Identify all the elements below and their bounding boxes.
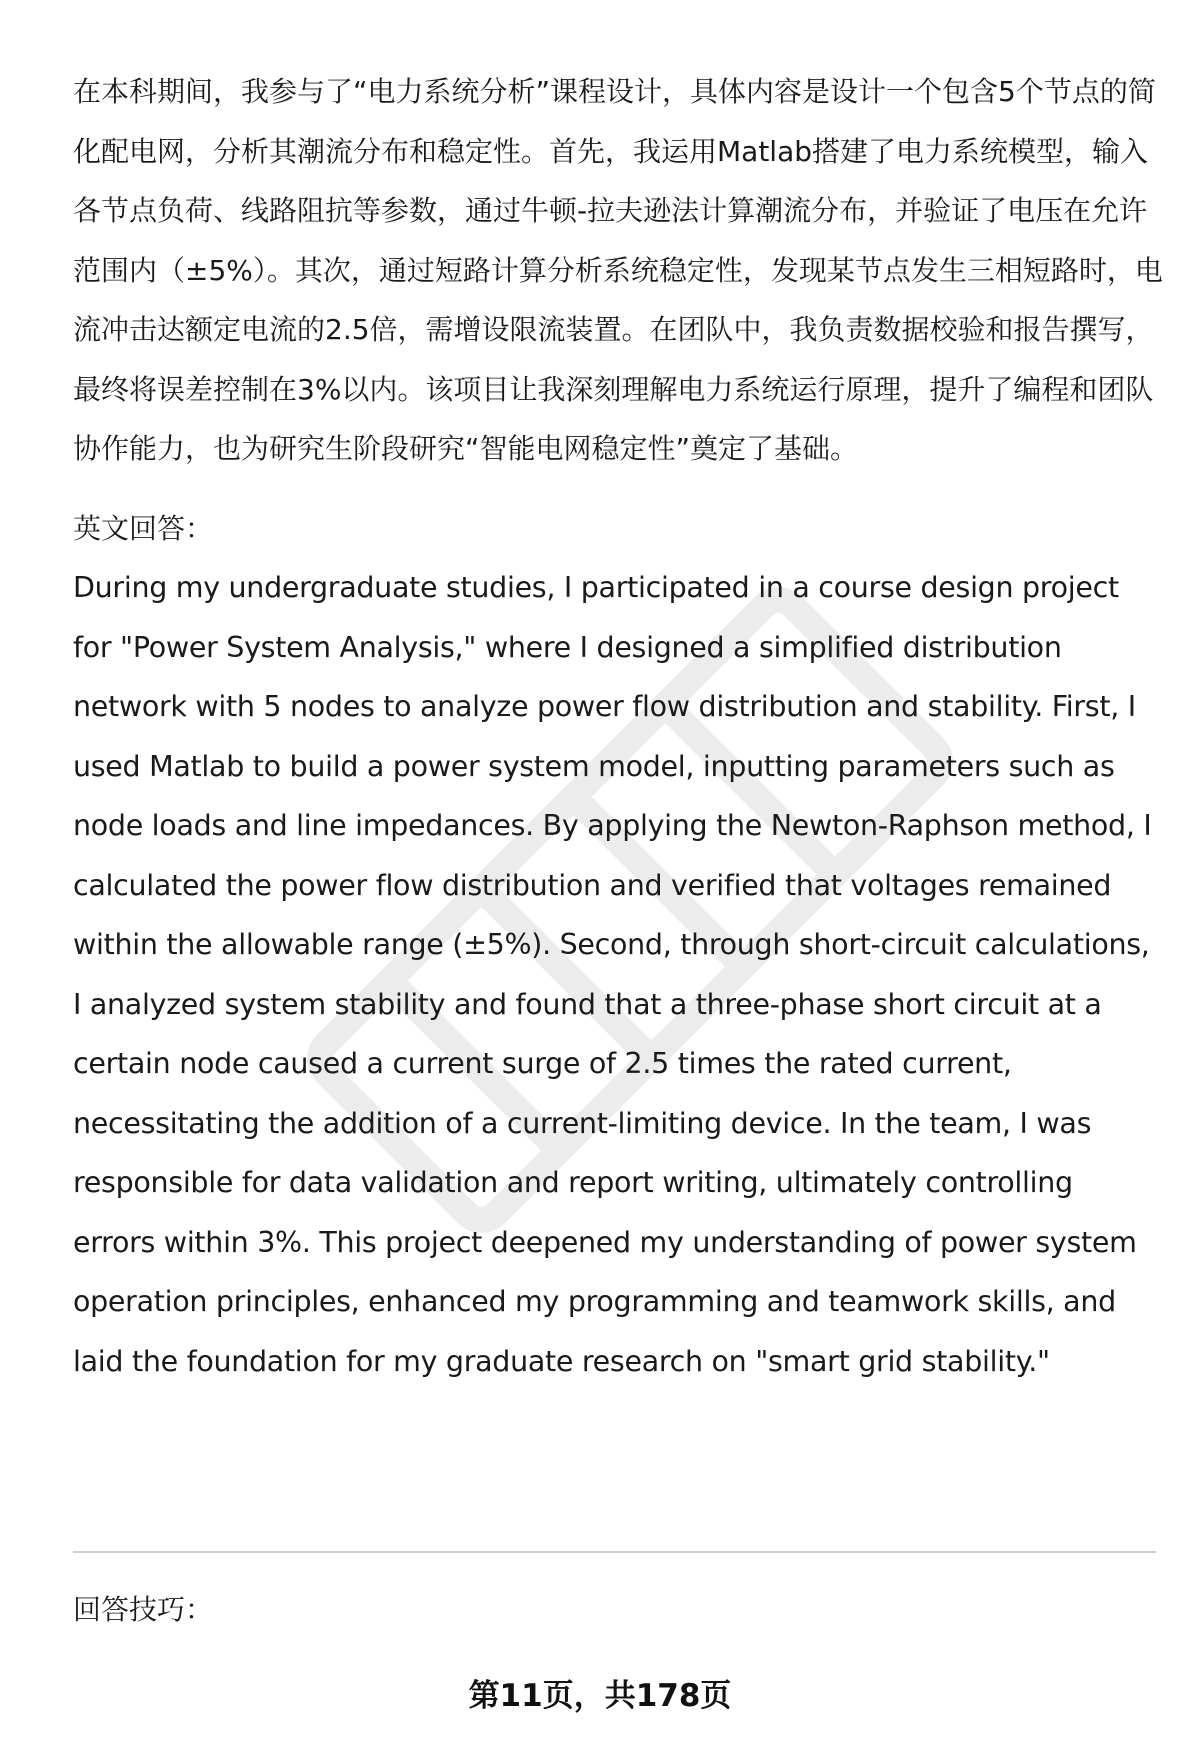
answer-tips-label: 回答技巧： bbox=[73, 1593, 214, 1626]
document-content bbox=[73, 62, 1163, 1391]
section-divider bbox=[73, 1551, 1156, 1553]
page-number-footer: 第11页，共178页 bbox=[468, 1678, 732, 1714]
chinese-answer-paragraph: 在本科期间，我参与了“电力系统分析”课程设计，具体内容是设计一个包含5个节点的简化配电网，分析其潮流分布和稳定性。首先，我运用Matlab搭建了电力系统模型，输入各节点负荷、线路阻抗等参数，通过牛顿-拉夫逊法计算潮流分布，并验证了电压在允许范围内（±5%）。其次，通过短路计算分析系统稳定性，发现某节点发生三相短路时，电流冲击达额定电流的2.5倍，需增设限流装置。在团队中，我负责数据校验和报告撰写，最终将误差控制在3%以内。该项目让我深刻理解电力系统运行原理，提升了编程和团队协作能力，也为研究生阶段研究“智能电网稳定性”奠定了基础。 bbox=[73, 75, 1163, 465]
english-answer-paragraph: During my undergraduate studies, I participated in a course design project for "Power System Analysis," where I designed a simplified distribution network with 5 nodes to analyze power flow distribution and stability. First, I used Matlab to build a power system model, inputting parameters such as node loads and line impedances. By applying the Newton-Raphson method, I calculated the power flow distribution and verified that voltages remained within the allowable range (±5%). Second, through short-circuit calculations, I analyzed system stability and found that a three-phase short circuit at a certain node caused a current surge of 2.5 times the rated current, necessitating the addition of a current-limiting device. In the team, I was responsible for data validation and report writing, ultimately controlling errors within 3%. This project deepened my understanding of power system operation principles, enhanced my programming and teamwork skills, and laid the foundation for my graduate research on "smart grid stability." bbox=[73, 571, 1152, 1378]
english-answer-label: 英文回答： bbox=[73, 511, 214, 545]
